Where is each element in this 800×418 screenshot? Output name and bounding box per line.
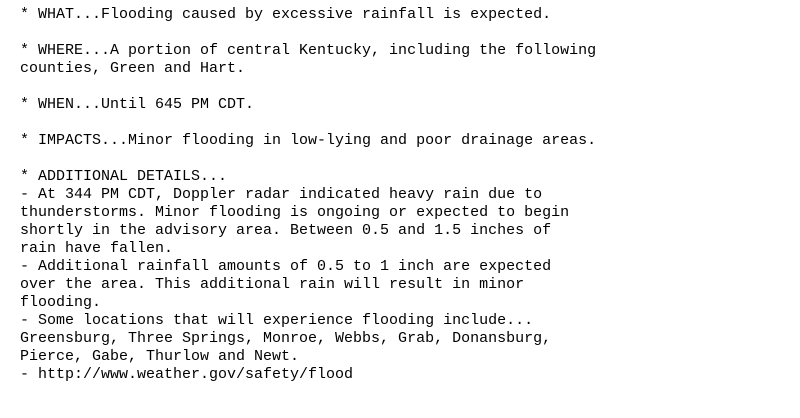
details-line: over the area. This additional rain will result in minor <box>20 276 525 293</box>
blank-line <box>20 24 790 42</box>
blank-line <box>20 114 790 132</box>
blank-line <box>20 78 790 96</box>
blank-line <box>20 150 790 168</box>
advisory-text <box>20 6 790 384</box>
details-heading: * ADDITIONAL DETAILS... <box>20 168 228 185</box>
details-line: shortly in the advisory area. Between 0.5 and 1.5 inches of <box>20 222 552 239</box>
details-line: flooding. <box>20 294 102 311</box>
details-line: rain have fallen. <box>20 240 174 257</box>
details-line: - Some locations that will experience flooding include... <box>20 312 534 329</box>
impacts-line: * IMPACTS...Minor flooding in low-lying and poor drainage areas. <box>20 132 597 149</box>
where-line-1: * WHERE...A portion of central Kentucky, including the following <box>20 42 597 59</box>
details-line: thunderstorms. Minor flooding is ongoing or expected to begin <box>20 204 570 221</box>
details-line: - Additional rainfall amounts of 0.5 to 1 inch are expected <box>20 258 552 275</box>
what-line: * WHAT...Flooding caused by excessive rainfall is expected. <box>20 6 552 23</box>
details-line: Pierce, Gabe, Thurlow and Newt. <box>20 348 300 365</box>
details-line: Greensburg, Three Springs, Monroe, Webbs, Grab, Donansburg, <box>20 330 552 347</box>
details-line: - At 344 PM CDT, Doppler radar indicated heavy rain due to <box>20 186 543 203</box>
when-line: * WHEN...Until 645 PM CDT. <box>20 96 255 113</box>
safety-link-line[interactable]: - http://www.weather.gov/safety/flood <box>20 366 354 383</box>
where-line-2: counties, Green and Hart. <box>20 60 246 77</box>
